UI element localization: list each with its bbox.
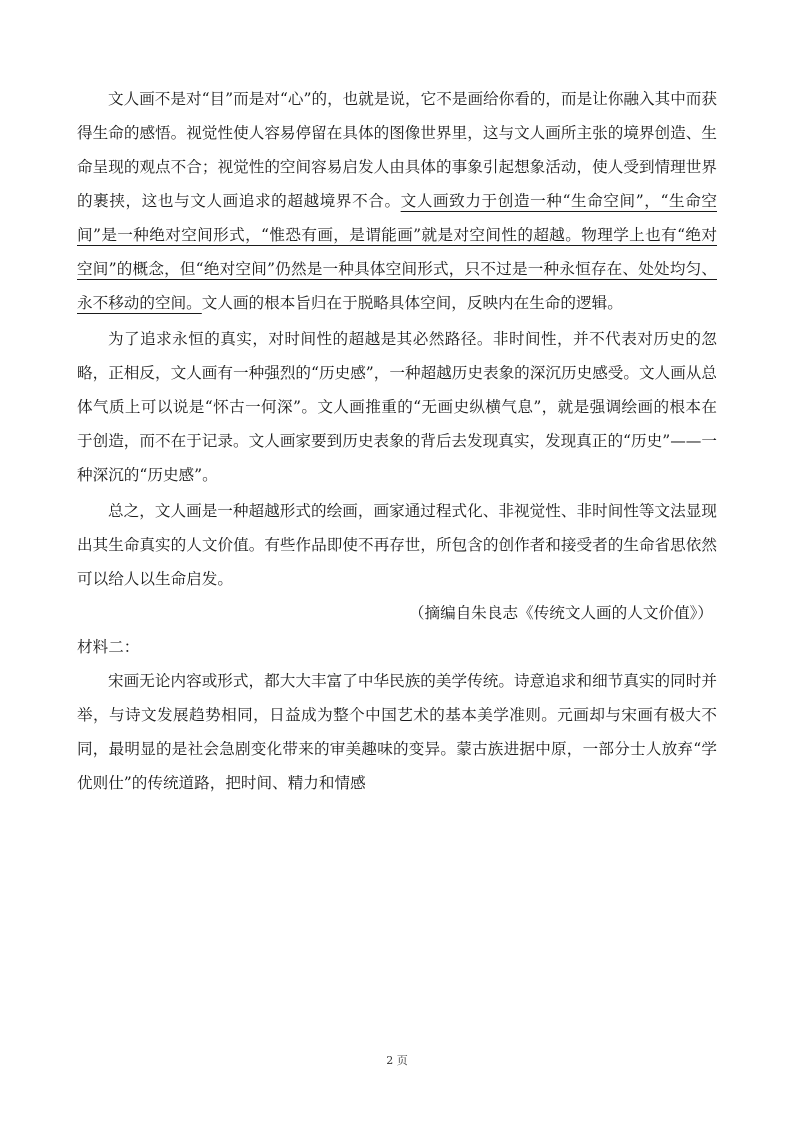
- underlined-sentence: 文人画致力于创造一种“生命空间”，“生命空间”是一种绝对空间形式，“惟恐有画，是谓能画”就是对空间性的超越。物理学上也有“绝对空间”的概念，但“绝对空间”仍然是一种具体空间形式，只不过是一种永恒存在、处处均匀、永不移动的空间。: [77, 192, 717, 312]
- page-number: 2 页: [386, 1054, 408, 1067]
- material-two-paragraph: 宋画无论内容或形式，都大大丰富了中华民族的美学传统。诗意追求和细节真实的同时并举，与诗文发展趋势相同，日益成为整个中国艺术的基本美学准则。元画却与宋画有极大不同，最明显的是社会急剧变化带来的审美趣味的变异。蒙古族进据中原，一部分士人放弃“学优则仕”的传统道路，把时间、精力和情感: [77, 672, 717, 792]
- source-citation: （摘编自朱良志《传统文人画的人文价值》）: [408, 604, 713, 622]
- paragraph-1: [77, 82, 717, 320]
- paragraph-1-ending: 文人画的根本旨归在于脱略具体空间，反映内在生命的逻辑。: [201, 294, 623, 312]
- document-body: [77, 82, 717, 800]
- paragraph-2: 为了追求永恒的真实，对时间性的超越是其必然路径。非时间性，并不代表对历史的忽略，正相反，文人画有一种强烈的“历史感”，一种超越历史表象的深沉历史感受。文人画从总体气质上可以说是“怀古一何深”。文人画推重的“无画史纵横气息”，就是强调绘画的根本在于创造，而不在于记录。文人画家要到历史表象的背后去发现真实，发现真正的“历史”——一种深沉的“历史感”。: [77, 330, 717, 484]
- material-two-heading: 材料二：: [77, 638, 140, 656]
- paragraph-3: 总之，文人画是一种超越形式的绘画，画家通过程式化、非视觉性、非时间性等文法显现出其生命真实的人文价值。有些作品即使不再存世，所包含的创作者和接受者的生命省思依然可以给人以生命启发。: [77, 502, 717, 588]
- paragraph-1-text: 文人画不是对“目”而是对“心”的，也就是说，它不是画给你看的，而是让你融入其中而获得生命的感悟。视觉性使人容易停留在具体的图像世界里，这与文人画所主张的境界创造、生命呈现的观点不合；视觉性的空间容易启发人由具体的事象引起想象活动，使人受到情理世界的裹挟，这也与文人画追求的超越境界不合。: [77, 90, 717, 210]
